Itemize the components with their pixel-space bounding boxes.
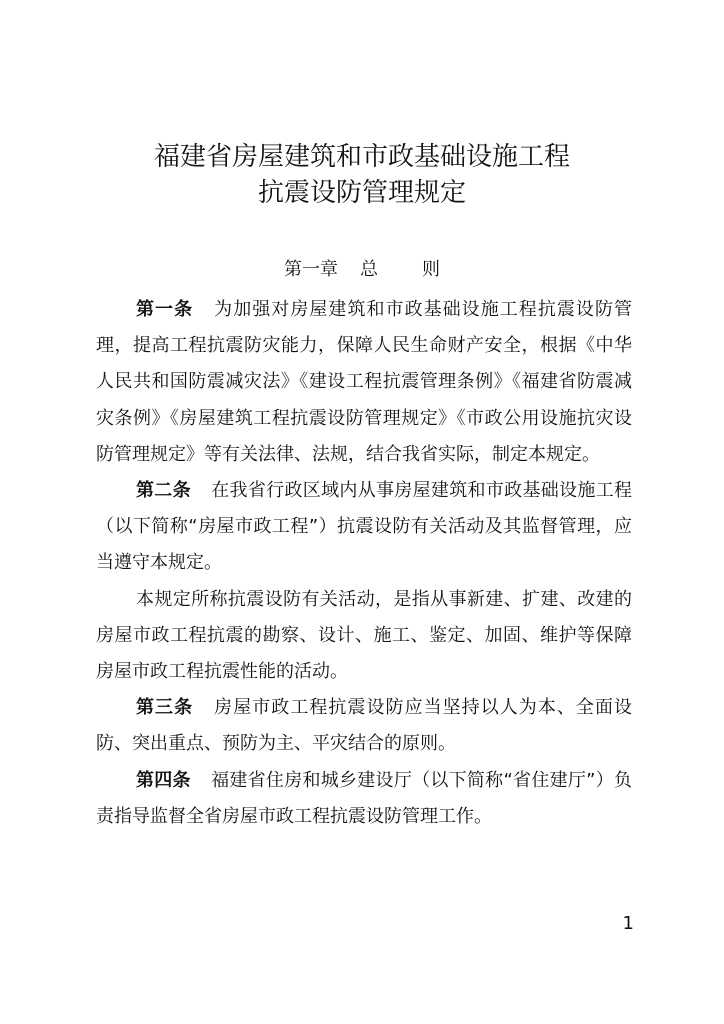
article-paragraph	[96, 473, 632, 582]
chapter-title-part1: 总	[360, 259, 378, 280]
article-text: 在我省行政区域内从事房屋建筑和市政基础设施工程（以下简称“房屋市政工程”）抗震设防有关活动及其监督管理，应当遵守本规定。	[96, 480, 633, 574]
chapter-heading	[0, 256, 724, 284]
document-title-line2: 抗震设防管理规定	[257, 178, 466, 208]
article-number: 第三条	[136, 697, 194, 719]
paragraph-text: 本规定所称抗震设防有关活动，是指从事新建、扩建、改建的房屋市政工程抗震的勘察、设计、施工、鉴定、加固、维护等保障房屋市政工程抗震性能的活动。	[96, 588, 632, 683]
document-body	[96, 292, 632, 835]
article-paragraph	[96, 292, 632, 473]
chapter-title-part2: 则	[422, 259, 440, 280]
chapter-number: 第一章	[284, 259, 338, 280]
article-paragraph	[96, 690, 632, 762]
article-text: 为加强对房屋建筑和市政基础设施工程抗震设防管理，提高工程抗震防灾能力，保障人民生命财产安全，根据《中华人民共和国防震减灾法》《建设工程抗震管理条例》《福建省防震减灾条例》《房屋建筑工程抗震设防管理规定》《市政公用设施抗灾设防管理规定》等有关法律、法规，结合我省实际，制定本规定。	[96, 299, 633, 465]
article-number: 第四条	[136, 769, 191, 791]
body-paragraph	[96, 582, 632, 691]
document-title-line1: 福建省房屋建筑和市政基础设施工程	[153, 142, 570, 172]
article-text: 福建省住房和城乡建设厅（以下简称“省住建厅”）负责指导监督全省房屋市政工程抗震设防管理工作。	[96, 769, 633, 827]
article-number: 第一条	[136, 299, 194, 320]
article-text: 房屋市政工程抗震设防应当坚持以人为本、全面设防、突出重点、预防为主、平灾结合的原则。	[96, 697, 633, 755]
article-number: 第二条	[136, 480, 191, 502]
page-number: 1	[622, 913, 634, 934]
article-paragraph	[96, 763, 632, 835]
